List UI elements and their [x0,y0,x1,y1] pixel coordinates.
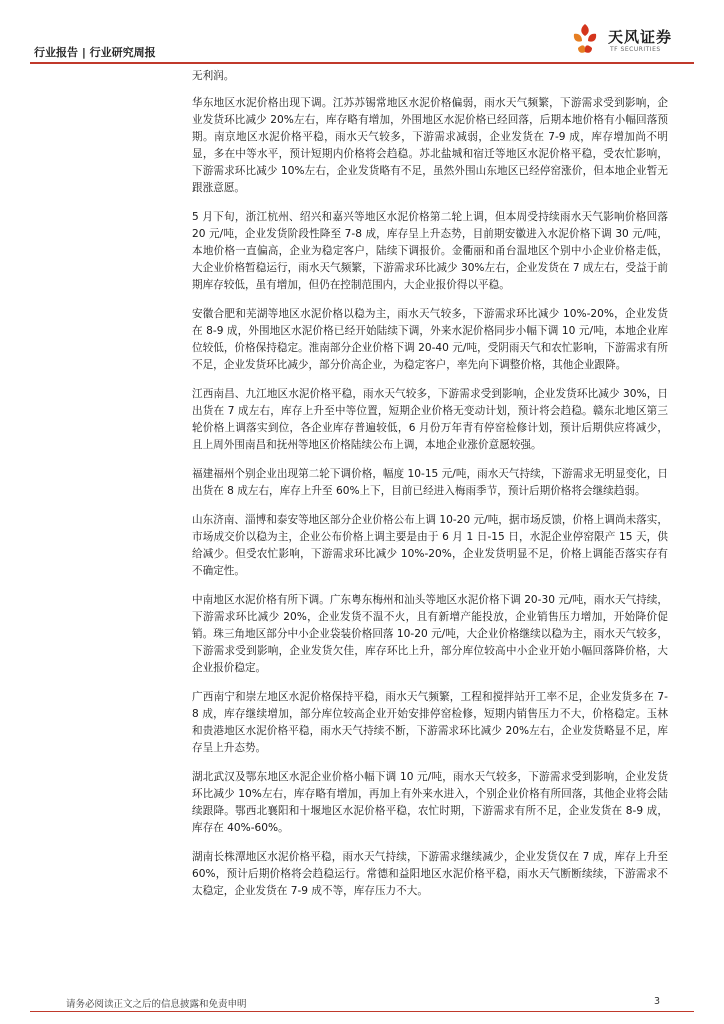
page-header [0,0,724,66]
footer-disclaimer: 请务必阅读正文之后的信息披露和免责申明 [66,999,247,1010]
company-logo [570,22,700,58]
footer-divider [30,1011,694,1012]
paragraph: 江西南昌、九江地区水泥价格平稳，雨水天气较多，下游需求受到影响，企业发货环比减少 30%，日出货在 7 成左右，库存上升至中等位置，短期企业价格无变动计划，预计将会趋稳。赣东北地区第三轮价格上调落实到位，各企业库存普遍较低，6 月份万年青有停窑检修计划，预计后期供应将减少，且上周外围南昌和抚州等地区价格陆续公布上调，本地企业涨价意愿较强。 [192,388,668,451]
paragraph: 中南地区水泥价格有所下调。广东粤东梅州和汕头等地区水泥价格下调 20-30 元/吨，雨水天气持续，下游需求环比减少 20%，企业发货不温不火，且有新增产能投放，企业销售压力增加，开始降价促销。珠三角地区部分中小企业袋装价格回落 10-20 元/吨，大企业价格继续以稳为主，雨水天气较多，下游需求受到影响，企业发货欠佳，库存环比上升，部分库位较高中小企业开始小幅回落降价格，大企业报价稳定。 [192,594,668,674]
paragraph: 山东济南、淄博和泰安等地区部分企业价格公布上调 10-20 元/吨，据市场反馈，价格上调尚未落实，市场成交价以稳为主，企业公布价格上调主要是由于 6 月 1 日-15 日，水泥企业停窑限产 15 天，供给减少。但受农忙影响，下游需求环比减少 10%-20%，企业发货明显不足，价格上调能否落实存有不确定性。 [192,514,668,577]
paragraph: 福建福州个别企业出现第二轮下调价格，幅度 10-15 元/吨，雨水天气持续，下游需求无明显变化，日出货在 8 成左右，库存上升至 60%上下，目前已经进入梅雨季节，预计后期价格将会继续趋弱。 [192,468,668,497]
paragraph: 广西南宁和崇左地区水泥价格保持平稳，雨水天气频繁，工程和搅拌站开工率不足，企业发货多在 7-8 成，库存继续增加，部分库位较高企业开始安排停窑检修，短期内销售压力不大，价格稳定。玉林和贵港地区水泥价格平稳，雨水天气持续不断，下游需求环比减少 20%左右，企业发货略显不足，库存呈上升态势。 [192,691,668,754]
logo-english-name: TF SECURITIES [610,46,661,53]
paragraph: 5 月下旬，浙江杭州、绍兴和嘉兴等地区水泥价格第二轮上调，但本周受持续雨水天气影响价格回落 20 元/吨，企业发货阶段性降至 7-8 成，库存呈上升态势，目前期安徽进入水泥价格下调 30 元/吨，本地价格一直偏高，企业为稳定客户，陆续下调报价。金衢丽和甬台温地区个别中小企业价格走低，大企业价格暂稳运行，雨水天气频繁，下游需求环比减少 30%左右，企业发货在 7 成左右，受益于前期库存较低，虽有增加，但仍在控制范围内，大企业报价得以平稳。 [192,211,668,291]
paragraph: 湖北武汉及鄂东地区水泥企业价格小幅下调 10 元/吨，雨水天气较多，下游需求受到影响，企业发货环比减少 10%左右，库存略有增加，再加上有外来水进入，个别企业价格有所回落，其他企业将会陆续跟降。鄂西北襄阳和十堰地区水泥价格平稳，农忙时期，下游需求有所不足，企业发货在 8-9 成，库存在 40%-60%。 [192,771,668,834]
logo-name: 天风证券 [608,28,673,46]
paragraph: 湖南长株潭地区水泥价格平稳，雨水天气持续，下游需求继续减少，企业发货仅在 7 成，库存上升至 60%，预计后期价格将会趋稳运行。常德和益阳地区水泥价格平稳，雨水天气断断续续，下游需求不太稳定，企业发货在 7-9 成不等，库存压力不大。 [192,851,668,897]
report-type-label: 行业报告 | 行业研究周报 [34,46,156,59]
paragraph: 安徽合肥和芜湖等地区水泥价格以稳为主，雨水天气较多，下游需求环比减少 10%-20%，企业发货在 8-9 成，外围地区水泥价格已经开始陆续下调，外来水泥价格同步小幅下调 10 元/吨，本地企业库位较低，价格保持稳定。淮南部分企业价格下调 20-40 元/吨，受阴雨天气和农忙影响，下游需求有所不足，企业发货环比减少，部分价高企业，为稳定客户，率先向下调整价格，其他企业跟降。 [192,308,668,371]
body-content [192,68,668,912]
header-divider [30,62,694,64]
paragraph: 华东地区水泥价格出现下调。江苏苏锡常地区水泥价格偏弱，雨水天气频繁，下游需求受到影响，企业发货环比减少 20%左右，库存略有增加，外围地区水泥价格已经回落，后期本地价格有小幅回落预期。南京地区水泥价格平稳，雨水天气较多，下游需求减弱，企业发货在 7-9 成，库存增加尚不明显，多在中等水平，预计短期内价格将会趋稳。苏北盐城和宿迁等地区水泥价格平稳，受农忙影响，下游需求环比减少 10%左右，企业发货略有不足，虽然外围山东地区已经停窑涨价，但本地企业暂无跟涨意愿。 [192,97,668,194]
page-number: 3 [654,996,661,1007]
paragraph: 无利润。 [192,70,235,82]
logo-mark-icon [570,22,600,56]
